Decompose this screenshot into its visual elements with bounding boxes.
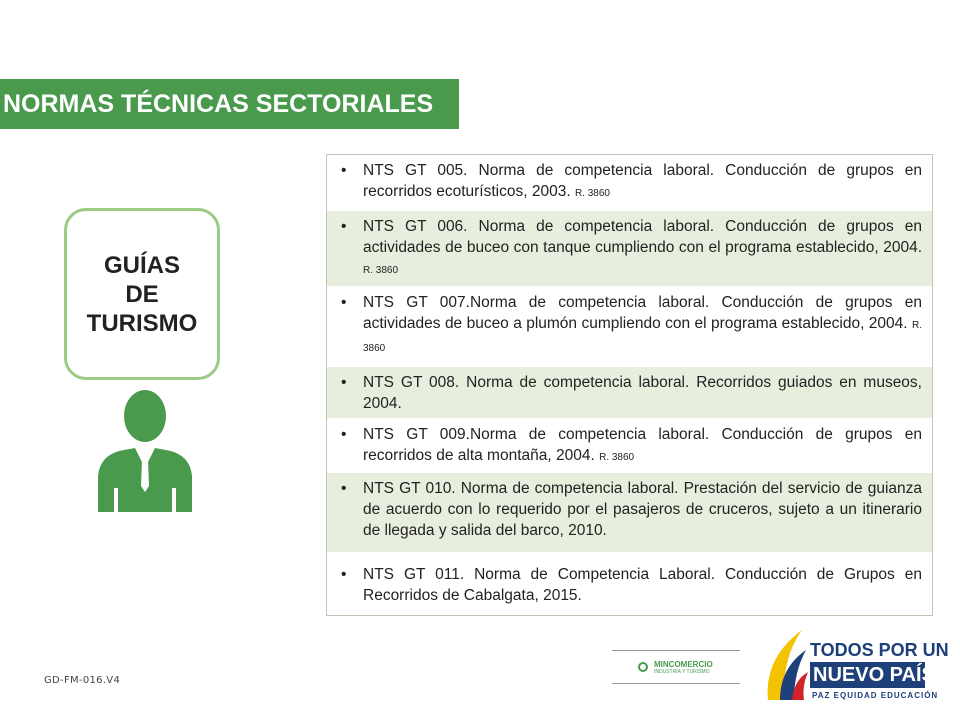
bullet: • — [341, 426, 347, 443]
list-item — [327, 367, 932, 419]
category-line: GUÍAS — [103, 251, 180, 279]
bullet: • — [341, 374, 347, 391]
bullet: • — [341, 218, 347, 235]
list-item — [327, 473, 932, 553]
category-line: DE — [125, 280, 159, 308]
ministry-logo — [612, 650, 740, 684]
norm-text: NTS GT 005. Norma de competencia laboral. Conducción de grupos en recorridos ecoturísticos, 2003. — [363, 162, 922, 200]
norm-text: NTS GT 008. Norma de competencia laboral. Recorridos guiados en museos, 2004. — [363, 374, 922, 412]
slogan-line-3: PAZ EQUIDAD EDUCACIÓN — [812, 691, 939, 700]
bullet: • — [341, 162, 347, 179]
ministry-name: MINCOMERCIO — [654, 659, 713, 669]
seal-icon — [638, 662, 648, 672]
section-title: NORMAS TÉCNICAS SECTORIALES — [0, 79, 459, 129]
ministry-subtitle: INDUSTRIA Y TURISMO — [654, 668, 710, 675]
norm-text: NTS GT 009.Norma de competencia laboral. Conducción de grupos en recorridos de alta montaña, 2004. — [363, 426, 922, 464]
norm-text: NTS GT 011. Norma de Competencia Laboral. Conducción de Grupos en Recorridos de Cabalgata, 2015. — [363, 566, 922, 604]
bullet: • — [341, 480, 347, 497]
list-item — [327, 211, 932, 287]
slogan-line-2: NUEVO PAÍS — [810, 662, 925, 688]
document-code: GD-FM-016.V4 — [44, 675, 121, 686]
slogan-line-1: TODOS POR UN — [810, 640, 949, 660]
norm-reference: R. 3860 — [574, 188, 610, 199]
bullet: • — [341, 566, 347, 583]
category-box — [64, 208, 220, 380]
norm-reference: R. 3860 — [363, 265, 399, 276]
norm-reference: R. 3860 — [363, 320, 922, 354]
government-logo — [762, 628, 949, 706]
norms-list — [326, 154, 933, 616]
norm-text: NTS GT 010. Norma de competencia laboral. Prestación del servicio de guianza de acuerdo con lo requerido por el pasajeros de cruceros, sujeto a un itinerario de llegada y salida del barco, 2010. — [363, 480, 922, 539]
list-item — [327, 553, 932, 615]
category-line: TURISMO — [86, 309, 198, 337]
norm-reference: R. 3860 — [599, 452, 635, 463]
list-item — [327, 155, 932, 211]
list-item — [327, 287, 932, 367]
list-item — [327, 419, 932, 473]
norm-text: NTS GT 006. Norma de competencia laboral. Conducción de grupos en actividades de buceo con tanque cumpliendo con el programa establecido, 2004. — [363, 218, 922, 256]
bullet: • — [341, 294, 347, 311]
flag-swoosh-icon — [762, 628, 808, 706]
person-icon — [94, 388, 196, 512]
norm-text: NTS GT 007.Norma de competencia laboral. Conducción de grupos en actividades de buceo a plumón cumpliendo con el programa establecido, 2004. — [363, 294, 922, 332]
